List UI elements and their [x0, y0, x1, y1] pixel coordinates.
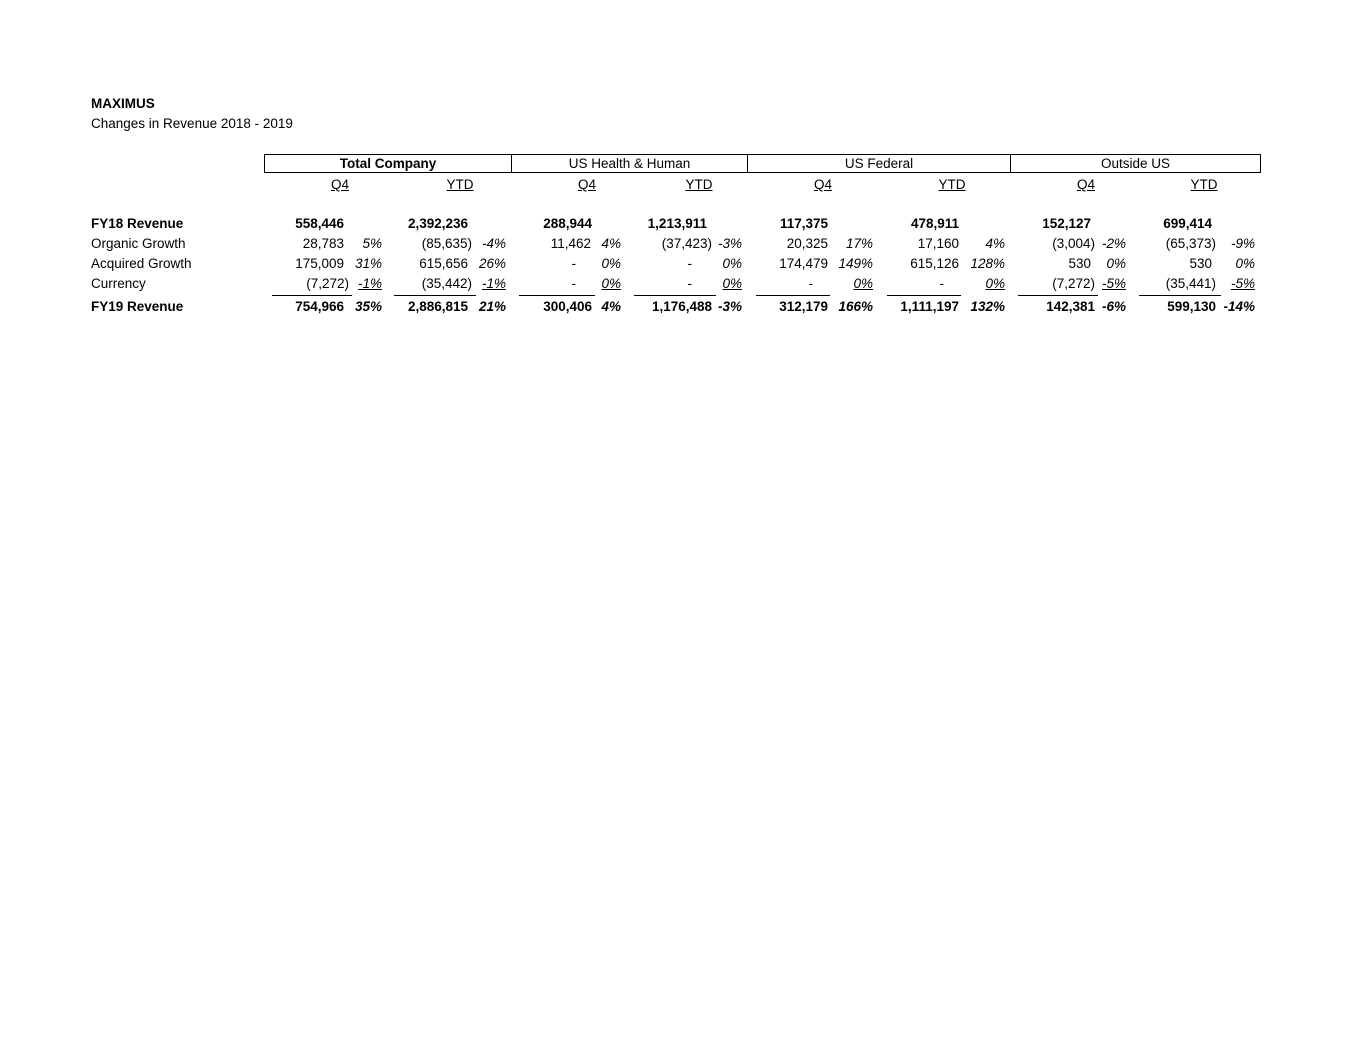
percent-cell: -3% — [717, 236, 742, 251]
percent-cell: 21% — [478, 299, 506, 314]
value-cell: 300,406 — [543, 299, 592, 314]
value-cell: (7,272) — [1052, 276, 1095, 291]
percent-cell: -9% — [1230, 236, 1255, 251]
segment-header-us-federal: US Federal — [747, 154, 1011, 173]
percent-cell: -2% — [1101, 236, 1126, 251]
value-cell: 20,325 — [786, 236, 828, 251]
percent-cell: 17% — [845, 236, 873, 251]
value-cell: 754,966 — [295, 299, 344, 314]
percent-cell: 0% — [722, 256, 742, 271]
value-cell: 288,944 — [543, 216, 592, 231]
percent-cell: 166% — [838, 299, 873, 314]
report-subtitle: Changes in Revenue 2018 - 2019 — [91, 116, 293, 131]
percent-cell: -4% — [481, 236, 506, 251]
value-cell: - — [687, 276, 692, 291]
value-cell: 1,213,911 — [647, 216, 707, 231]
value-cell: - — [808, 276, 813, 291]
subheader-ytd: YTD — [938, 177, 966, 192]
value-cell: - — [571, 276, 576, 291]
percent-cell: -5% — [1230, 276, 1255, 291]
row-label-currency: Currency — [91, 276, 146, 291]
value-cell: 699,414 — [1163, 216, 1212, 231]
value-cell: (35,441) — [1165, 276, 1216, 291]
subheader-q4: Q4 — [813, 177, 832, 192]
value-cell: 117,375 — [779, 216, 828, 231]
row-label-organic-growth: Organic Growth — [91, 236, 186, 251]
subtotal-rule — [519, 295, 595, 296]
value-cell: 17,160 — [917, 236, 959, 251]
value-cell: (35,442) — [421, 276, 472, 291]
percent-cell: 5% — [362, 236, 382, 251]
value-cell: (3,004) — [1052, 236, 1095, 251]
value-cell: 312,179 — [779, 299, 828, 314]
percent-cell: 0% — [601, 276, 621, 291]
percent-cell: 4% — [601, 299, 621, 314]
value-cell: 615,656 — [419, 256, 468, 271]
segment-header-outside-us: Outside US — [1010, 154, 1261, 173]
percent-cell: -5% — [1101, 276, 1126, 291]
subheader-q4: Q4 — [577, 177, 596, 192]
percent-cell: -1% — [481, 276, 506, 291]
subtotal-rule — [887, 295, 961, 296]
value-cell: (85,635) — [421, 236, 472, 251]
report-title: MAXIMUS — [91, 96, 155, 111]
percent-cell: 0% — [1106, 256, 1126, 271]
value-cell: (37,423) — [661, 236, 712, 251]
value-cell: 1,176,488 — [651, 299, 712, 314]
row-label-fy18-revenue: FY18 Revenue — [91, 216, 184, 231]
value-cell: 558,446 — [295, 216, 344, 231]
percent-cell: -14% — [1223, 299, 1255, 314]
subtotal-rule — [634, 295, 716, 296]
percent-cell: -6% — [1101, 299, 1126, 314]
percent-cell: 149% — [838, 256, 873, 271]
percent-cell: 35% — [354, 299, 382, 314]
subtotal-rule — [1018, 295, 1098, 296]
subtotal-rule — [756, 295, 830, 296]
percent-cell: -1% — [357, 276, 382, 291]
value-cell: (7,272) — [306, 276, 349, 291]
value-cell: 2,886,815 — [407, 299, 468, 314]
subtotal-rule — [272, 295, 352, 296]
segment-header-total-company: Total Company — [264, 154, 512, 173]
subtotal-rule — [394, 295, 476, 296]
percent-cell: -3% — [717, 299, 742, 314]
percent-cell: 4% — [985, 236, 1005, 251]
subheader-ytd: YTD — [446, 177, 474, 192]
value-cell: - — [571, 256, 576, 271]
percent-cell: 132% — [970, 299, 1005, 314]
percent-cell: 4% — [601, 236, 621, 251]
percent-cell: 31% — [354, 256, 382, 271]
percent-cell: 0% — [601, 256, 621, 271]
percent-cell: 128% — [970, 256, 1005, 271]
row-label-acquired-growth: Acquired Growth — [91, 256, 192, 271]
subtotal-rule — [1139, 295, 1221, 296]
subheader-q4: Q4 — [1076, 177, 1095, 192]
percent-cell: 0% — [985, 276, 1005, 291]
value-cell: 530 — [1189, 256, 1212, 271]
value-cell: 530 — [1068, 256, 1091, 271]
value-cell: 174,479 — [779, 256, 828, 271]
percent-cell: 0% — [1235, 256, 1255, 271]
value-cell: 28,783 — [302, 236, 344, 251]
row-label-fy19-revenue: FY19 Revenue — [91, 299, 184, 314]
value-cell: 175,009 — [295, 256, 344, 271]
value-cell: (65,373) — [1165, 236, 1216, 251]
value-cell: 142,381 — [1046, 299, 1095, 314]
value-cell: 11,462 — [550, 236, 591, 251]
value-cell: 478,911 — [910, 216, 959, 231]
percent-cell: 0% — [853, 276, 873, 291]
subheader-ytd: YTD — [685, 177, 713, 192]
value-cell: - — [687, 256, 692, 271]
percent-cell: 0% — [722, 276, 742, 291]
subheader-q4: Q4 — [330, 177, 349, 192]
subheader-ytd: YTD — [1190, 177, 1218, 192]
value-cell: 599,130 — [1167, 299, 1216, 314]
percent-cell: 26% — [478, 256, 506, 271]
value-cell: 2,392,236 — [407, 216, 468, 231]
segment-header-us-health-human: US Health & Human — [511, 154, 748, 173]
value-cell: 152,127 — [1042, 216, 1091, 231]
value-cell: 1,111,197 — [900, 299, 959, 314]
value-cell: 615,126 — [910, 256, 959, 271]
value-cell: - — [939, 276, 944, 291]
